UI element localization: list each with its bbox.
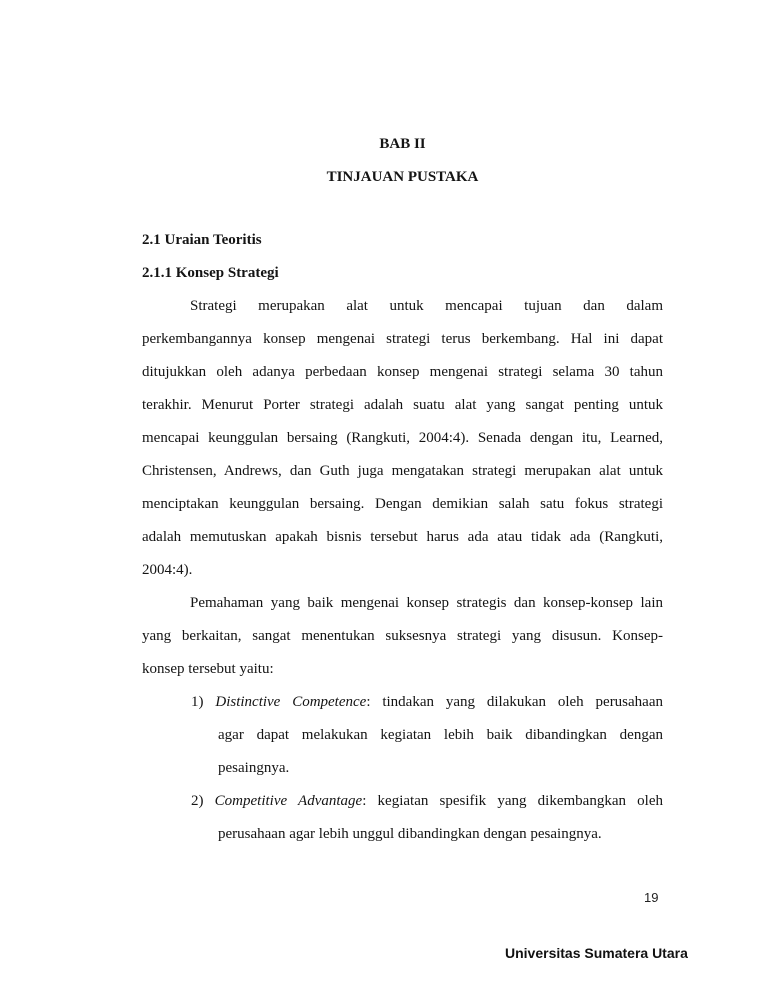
list-item-2-line: perusahaan agar lebih unggul dibandingkan dengan pesaingnya. bbox=[218, 826, 602, 842]
paragraph1-line: ditujukkan oleh adanya perbedaan konsep mengenai strategi selama 30 tahun bbox=[142, 364, 663, 380]
list-item-2-term: Competitive Advantage bbox=[214, 793, 363, 809]
paragraph1-line: adalah memutuskan apakah bisnis tersebut harus ada atau tidak ada (Rangkuti, bbox=[142, 529, 663, 545]
section-heading: 2.1 Uraian Teoritis bbox=[142, 232, 262, 248]
paragraph1-line: mencapai keunggulan bersaing (Rangkuti, 2004:4). Senada dengan itu, Learned, bbox=[142, 430, 663, 446]
list-item-1-line bbox=[142, 686, 663, 719]
subsection-heading: 2.1.1 Konsep Strategi bbox=[142, 265, 279, 281]
list-item-1-text: : tindakan yang dilakukan oleh perusahaan bbox=[366, 694, 663, 710]
paragraph1-line: Christensen, Andrews, dan Guth juga mengatakan strategi merupakan alat untuk bbox=[142, 463, 663, 479]
paragraph1-line: 2004:4). bbox=[142, 562, 193, 578]
list-item-2-text: : kegiatan spesifik yang dikembangkan oleh bbox=[362, 793, 663, 809]
list-item-1-term: Distinctive Competence bbox=[215, 694, 367, 710]
list-item-1-number: 1) bbox=[191, 694, 204, 710]
list-item-1-line: pesaingnya. bbox=[218, 760, 290, 776]
university-watermark: Universitas Sumatera Utara bbox=[505, 945, 688, 961]
text-column bbox=[142, 128, 663, 851]
paragraph1-line: menciptakan keunggulan bersaing. Dengan demikian salah satu fokus strategi bbox=[142, 496, 663, 512]
paragraph1-line: terakhir. Menurut Porter strategi adalah suatu alat yang sangat penting untuk bbox=[142, 397, 663, 413]
paragraph2-line: konsep tersebut yaitu: bbox=[142, 661, 274, 677]
paragraph1-line: Strategi merupakan alat untuk mencapai tujuan dan dalam bbox=[190, 298, 663, 314]
page-number: 19 bbox=[644, 890, 659, 905]
chapter-heading: BAB II bbox=[379, 136, 426, 152]
paragraph2-line: yang berkaitan, sangat menentukan suksesnya strategi yang disusun. Konsep- bbox=[142, 628, 663, 644]
list-item-1-line: agar dapat melakukan kegiatan lebih baik dibandingkan dengan bbox=[218, 727, 663, 743]
list-item-2-number: 2) bbox=[191, 793, 204, 809]
chapter-title: TINJAUAN PUSTAKA bbox=[326, 169, 479, 185]
paragraph2-line: Pemahaman yang baik mengenai konsep strategis dan konsep-konsep lain bbox=[190, 595, 663, 611]
list-item-2-line bbox=[142, 785, 663, 818]
paragraph1-line: perkembangannya konsep mengenai strategi terus berkembang. Hal ini dapat bbox=[142, 331, 663, 347]
